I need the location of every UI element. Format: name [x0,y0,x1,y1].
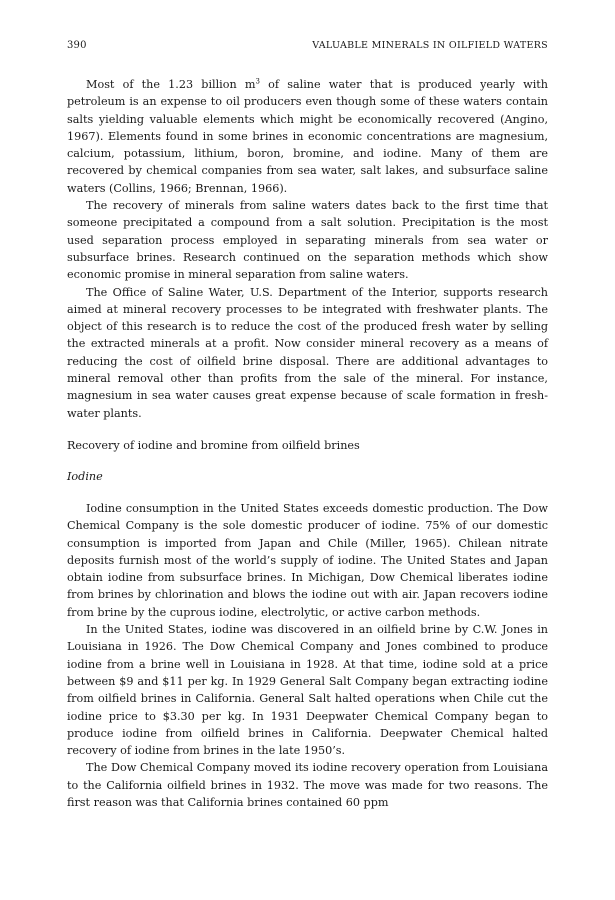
page [67,40,548,811]
running-title: VALUABLE MINERALS IN OILFIELD WATERS [312,40,548,51]
paragraph-intro-3: The Office of Saline Water, U.S. Department of the Interior, supports research aimed at mineral recovery processes to be integrated with freshwater plants. The object of this research is to reduce the cost of the produced fresh water by selling the extracted minerals at a profit. Now consider mineral recovery as a means of reducing the cost of oilfield brine disposal. There are additional advantages to mineral removal other than profits from the sale of the mineral. For instance, magnesium in sea water causes great expense because of scale formation in fresh-water plants. [67,285,548,420]
paragraph-intro-1-text-a: Most of the 1.23 billion m [86,78,256,91]
spacer [67,485,548,500]
paragraph-intro-1 [67,76,548,197]
paragraph-intro-1-text-b: of saline water that is produced yearly with petroleum is an expense to oil producers even though some of these waters contain salts yielding valuable elements which might be economically recovered (Angino, 1967). Elements found in some brines in economic concentrations are magnesium, calcium, potassium, lithium, boron, bromine, and iodine. Many of them are recovered by chemical companies from sea water, salt lakes, and subsurface saline waters (Collins, 1966; Brennan, 1966). [67,78,548,195]
superscript-cubed: 3 [255,77,260,86]
running-header [67,40,548,58]
paragraph-iodine-1: Iodine consumption in the United States exceeds domestic production. The Dow Chemical Company is the sole domestic producer of iodine. 75% of our domestic consumption is imported from Japan and Chile (Miller, 1965). Chilean nitrate deposits furnish most of the world’s supply of iodine. The United States and Japan obtain iodine from subsurface brines. In Michigan, Dow Chemical liberates iodine from brines by chlorination and blows the iodine out with air. Japan recovers iodine from brine by the cuprous iodine, electrolytic, or active carbon methods. [67,501,548,619]
paragraph-iodine-3: The Dow Chemical Company moved its iodine recovery operation from Louisiana to the California oilfield brines in 1932. The move was made for two reasons. The first reason was that California brines contained 60 ppm [67,761,548,809]
paragraph-iodine-2: In the United States, iodine was discovered in an oilfield brine by C.W. Jones in Louisiana in 1926. The Dow Chemical Company and Jones combined to produce iodine from a brine well in Louisiana in 1928. At that time, iodine sold at a price between $9 and $11 per kg. In 1929 General Salt Company began extracting iodine from oilfield brines in California. General Salt halted operations when Chile cut the iodine price to $3.30 per kg. In 1931 Deepwater Chemical Company began to produce iodine from oilfield brines in California. Deepwater Chemical halted recovery of iodine from brines in the late 1950’s. [67,623,548,758]
page-number: 390 [67,40,87,51]
subsection-heading: Iodine [67,469,103,483]
section-heading: Recovery of iodine and bromine from oilfield brines [67,438,360,452]
paragraph-intro-2: The recovery of minerals from saline waters dates back to the first time that someone precipitated a compound from a salt solution. Precipitation is the most used separation process employed in separating minerals from sea water or subsurface brines. Research continued on the separation methods which show economic promise in mineral separation from saline waters. [67,199,548,282]
